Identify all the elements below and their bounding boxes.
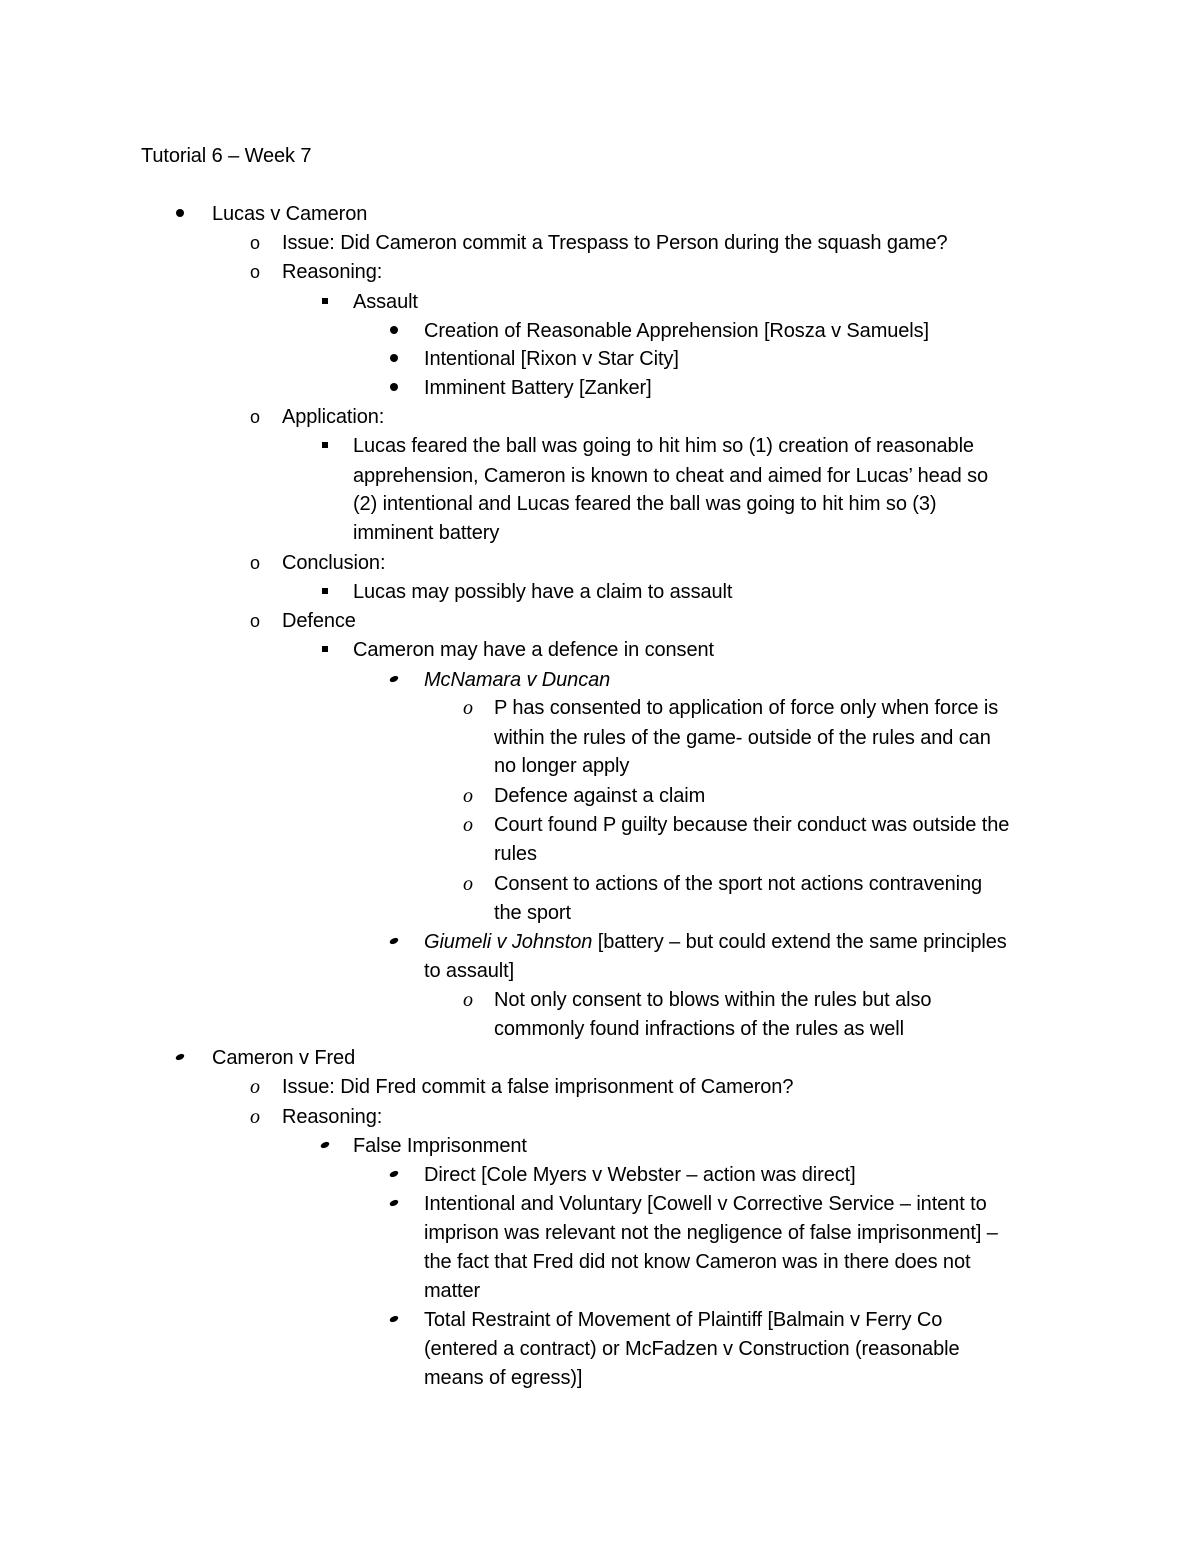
defence-item: Cameron may have a defence in consent xyxy=(353,639,714,661)
case-point-line: Consent to actions of the sport not actions contravening xyxy=(494,873,983,895)
bullet-circle-icon: o xyxy=(463,785,473,807)
section-heading: Lucas v Cameron xyxy=(212,203,368,225)
application-label: Application: xyxy=(282,406,385,428)
issue-text: Issue: Did Fred commit a false imprisonment of Cameron? xyxy=(282,1076,794,1098)
bullet-disc-icon xyxy=(384,666,404,695)
case-name: Giumeli v Johnston xyxy=(424,931,593,953)
bullet-disc-icon xyxy=(384,928,404,957)
bullet-circle-icon: o xyxy=(249,233,260,253)
bullet-circle-icon: o xyxy=(463,873,473,895)
case-point-line: Court found P guilty because their conduct was outside the xyxy=(494,814,1010,836)
reasoning-sub: False Imprisonment xyxy=(353,1135,527,1157)
bullet-circle-icon: o xyxy=(249,553,260,573)
conclusion-item: Lucas may possibly have a claim to assault xyxy=(353,581,733,603)
bullet-disc-icon xyxy=(384,1190,404,1219)
case-point-line: commonly found infractions of the rules as well xyxy=(494,1018,904,1040)
case-note: [battery – but could extend the same principles xyxy=(592,931,1007,953)
bullet-circle-icon: o xyxy=(250,1076,260,1098)
case-point-line: the sport xyxy=(494,902,571,924)
list-item: (entered a contract) or McFadzen v Construction (reasonable xyxy=(424,1338,960,1360)
bullet-disc-icon xyxy=(170,1044,190,1073)
application-line: imminent battery xyxy=(353,522,500,544)
application-line: (2) intentional and Lucas feared the ball was going to hit him so (3) xyxy=(353,493,937,515)
defence-label: Defence xyxy=(282,610,356,632)
reasoning-label: Reasoning: xyxy=(282,261,383,283)
reasoning-sub: Assault xyxy=(353,291,418,313)
bullet-disc-icon xyxy=(384,374,404,403)
list-item: imprison was relevant not the negligence of false imprisonment] – xyxy=(424,1222,998,1244)
bullet-disc-icon xyxy=(384,1306,404,1335)
bullet-circle-icon: o xyxy=(250,1106,260,1128)
case-point-line: rules xyxy=(494,843,537,865)
conclusion-label: Conclusion: xyxy=(282,552,386,574)
case-point-line: P has consented to application of force only when force is xyxy=(494,697,999,719)
case-point-line: no longer apply xyxy=(494,755,630,777)
bullet-circle-icon: o xyxy=(463,989,473,1011)
bullet-disc-icon xyxy=(384,345,404,374)
bullet-disc-icon xyxy=(384,317,404,346)
list-item: the fact that Fred did not know Cameron was in there does not xyxy=(424,1251,971,1273)
list-item: Intentional and Voluntary [Cowell v Corrective Service – intent to xyxy=(424,1193,987,1215)
section-heading: Cameron v Fred xyxy=(212,1047,356,1069)
bullet-disc-icon xyxy=(384,1161,404,1190)
list-item: matter xyxy=(424,1280,481,1302)
reasoning-label: Reasoning: xyxy=(282,1106,383,1128)
list-item: means of egress)] xyxy=(424,1367,583,1389)
bullet-circle-icon: o xyxy=(249,262,260,282)
list-item: Total Restraint of Movement of Plaintiff [Balmain v Ferry Co xyxy=(424,1309,943,1331)
bullet-circle-icon: o xyxy=(463,814,473,836)
list-item: Direct [Cole Myers v Webster – action was direct] xyxy=(424,1164,856,1186)
bullet-square-icon xyxy=(315,1132,335,1161)
list-item: Creation of Reasonable Apprehension [Rosza v Samuels] xyxy=(424,320,930,342)
bullet-circle-icon: o xyxy=(249,407,260,427)
bullet-square-icon xyxy=(315,288,335,317)
case-line xyxy=(424,928,1007,957)
case-point-line: Not only consent to blows within the rules but also xyxy=(494,989,932,1011)
bullet-square-icon xyxy=(315,432,335,461)
case-note: to assault] xyxy=(424,960,515,982)
bullet-square-icon xyxy=(315,636,335,665)
page-title: Tutorial 6 – Week 7 xyxy=(141,145,312,167)
list-item: Intentional [Rixon v Star City] xyxy=(424,348,679,370)
issue-text: Issue: Did Cameron commit a Trespass to Person during the squash game? xyxy=(282,232,948,254)
case-name: McNamara v Duncan xyxy=(424,669,611,691)
bullet-circle-icon: o xyxy=(249,611,260,631)
list-item: Imminent Battery [Zanker] xyxy=(424,377,652,399)
application-line: Lucas feared the ball was going to hit him so (1) creation of reasonable xyxy=(353,435,974,457)
bullet-square-icon xyxy=(315,578,335,607)
bullet-disc-icon xyxy=(170,200,190,229)
application-line: apprehension, Cameron is known to cheat and aimed for Lucas’ head so xyxy=(353,465,989,487)
case-point-line: within the rules of the game- outside of the rules and can xyxy=(494,727,991,749)
case-point-line: Defence against a claim xyxy=(494,785,706,807)
bullet-circle-icon: o xyxy=(463,697,473,719)
